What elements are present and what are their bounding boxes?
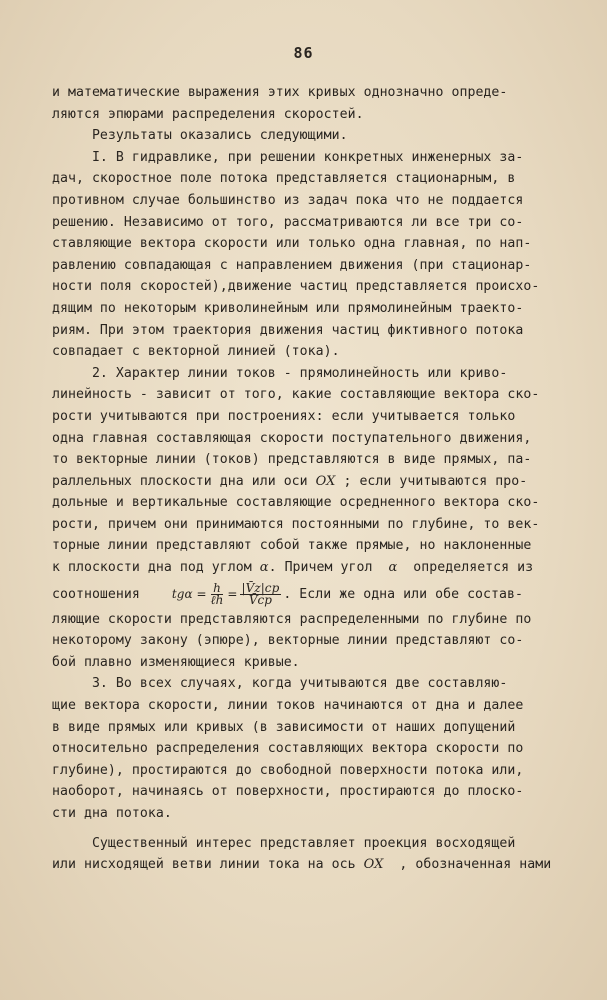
text-line: дящим по некоторым криволинейным или прямолинейным траекто-: [52, 300, 524, 316]
text-line: рости, причем они принимаются постоянными по глубине, то век-: [52, 516, 540, 532]
text-line: риям. При этом траектория движения частиц фиктивного потока: [52, 322, 524, 338]
axis-ox-symbol: OX: [363, 857, 384, 873]
text-fragment: . Причем угол: [268, 560, 373, 576]
text-line: ности поля скоростей),движение частиц представляется происхо-: [52, 279, 540, 295]
text-line: дольные и вертикальные составляющие осредненного вектора ско-: [52, 495, 540, 511]
text-line: бой плавно изменяющиеся кривые.: [52, 654, 300, 670]
text-line: 3. Во всех случаях, когда учитываются две составляю-: [52, 676, 508, 692]
page-number: 86: [293, 44, 314, 62]
text-line: равлению совпадающая с направлением движения (при стационар-: [52, 257, 532, 273]
text-fragment: соотношения: [52, 586, 140, 602]
text-line: некоторому закону (эпюре), векторные линии представляют со-: [52, 633, 524, 649]
text-fragment: к плоскости дна под углом: [52, 560, 252, 576]
text-line: дач, скоростное поле потока представляется стационарным, в: [52, 171, 516, 187]
text-line: [52, 557, 592, 579]
text-line: сти дна потока.: [52, 806, 172, 821]
fraction-denominator: V̄ср: [248, 592, 273, 607]
text-line: совпадает с векторной линией (тока).: [52, 344, 340, 360]
text-line: рости учитываются при построениях: если учитывается только: [52, 408, 516, 424]
text-fragment: или нисходящей ветви линии тока на ось: [52, 857, 356, 873]
alpha-symbol: α: [388, 560, 398, 576]
text-line: 2. Характер линии токов - прямолинейность или криво-: [52, 365, 508, 381]
text-line: Результаты оказались следующими.: [52, 128, 348, 144]
text-line: ставляющие вектора скорости или только одна главная, по нап-: [52, 236, 532, 252]
text-line: одна главная составляющая скорости поступательного движения,: [52, 430, 532, 446]
text-line: и математические выражения этих кривых однозначно опреде-: [52, 85, 508, 100]
formula-equals: =: [227, 586, 238, 601]
text-fragment: определяется из: [413, 560, 534, 576]
formula: [172, 579, 283, 609]
alpha-symbol: α: [259, 560, 269, 576]
text-line: относительно распределения составляющих вектора скорости по: [52, 741, 524, 757]
text-line: глубине), простираются до свободной поверхности потока или,: [52, 762, 524, 778]
text-line: то векторные линии (токов) представляются в виде прямых, па-: [52, 452, 532, 468]
text-line: [52, 854, 592, 876]
text-fragment: . Если же одна или обе состав-: [283, 586, 523, 602]
text-fragment: ; если учитываются про-: [343, 473, 528, 489]
document-text: [52, 82, 592, 876]
text-line: в виде прямых или кривых (в зависимости от наших допущений: [52, 719, 516, 735]
formula-tg: tgα =: [171, 586, 207, 601]
text-line: I. В гидравлике, при решении конкретных инженерных за-: [52, 149, 524, 165]
axis-ox-symbol: OX: [315, 473, 336, 489]
text-line: торные линии представляют собой также прямые, но наклоненные: [52, 538, 532, 554]
text-line: ляющие скорости представляются распределенными по глубине по: [52, 611, 532, 627]
text-line: [52, 579, 592, 609]
text-line: наоборот, начинаясь от поверхности, простираются до плоско-: [52, 784, 524, 800]
fraction: [240, 580, 282, 607]
text-line: решению. Независимо от того, рассматриваются ли все три со-: [52, 214, 524, 230]
text-line: ляются эпюрами распределения скоростей.: [52, 106, 364, 122]
text-line: [52, 471, 592, 493]
text-line: Существенный интерес представляет проекция восходящей: [52, 835, 516, 851]
text-fragment: , обозначенная нами: [399, 857, 552, 873]
fraction-numerator: |V̄z|ср: [241, 580, 280, 595]
text-fragment: раллельных плоскости дна или оси: [52, 473, 308, 489]
text-line: линейность - зависит от того, какие составляющие вектора ско-: [52, 387, 540, 403]
fraction-numerator: h: [213, 580, 221, 595]
fraction: [209, 580, 226, 607]
text-line: щие вектора скорости, линии токов начинаются от дна и далее: [52, 698, 524, 714]
text-line: противном случае большинство из задач пока что не поддается: [52, 192, 524, 208]
fraction-denominator: ℓh: [210, 592, 224, 607]
